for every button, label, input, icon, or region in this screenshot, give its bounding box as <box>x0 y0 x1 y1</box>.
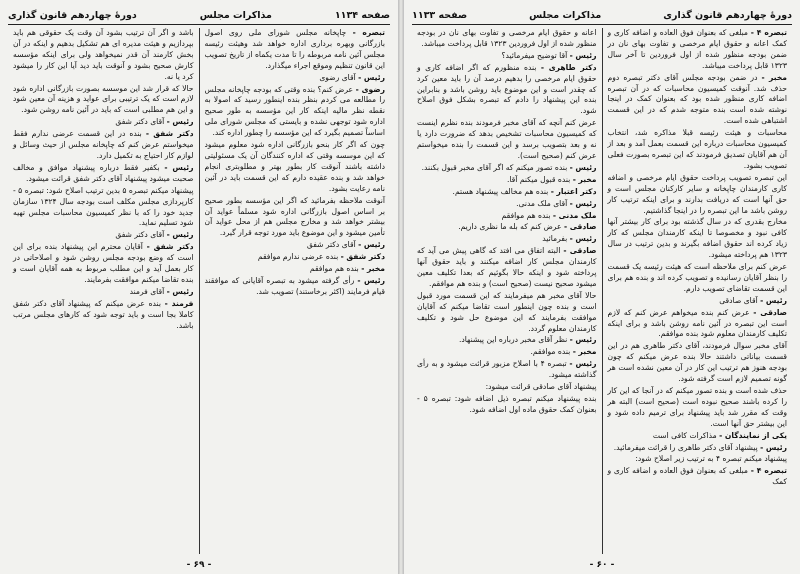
paragraph <box>13 287 194 298</box>
speaker-name: صادقی - <box>563 222 597 232</box>
speaker-name: رئیس - <box>569 162 597 172</box>
paragraph <box>417 118 597 162</box>
paragraph <box>608 128 788 172</box>
paragraph-text: پیشنهاد میکنم تبصره ۴ به ترتیب زیر اصلاح شود: <box>635 454 787 464</box>
paragraph <box>417 211 597 222</box>
paragraph-text: پیشنهاد آقای صادقی قرائت میشود: <box>485 382 597 392</box>
paragraph-text: آقای ملک مدنی. <box>516 198 568 208</box>
speaker-name: مخبر - <box>761 72 788 82</box>
paragraph-text: بنده عرض میکنم که پیشنهاد آقای دکتر شفق کاملا بجا است و باید توجه شود که کارهای مجلس مرتب باشد. <box>13 298 194 330</box>
paragraph-text: مبلغی که بعنوان فوق العاده و اضافه کاری و کمک اعانه و حقوق ایام مرخصی و تفاوت بهای نان در ضمن بودجه منظور شده از اول فروردین تا آخر سال ۱۳۲۳ قابل پرداخت میباشد. <box>607 28 787 70</box>
speaker-name: رئیس - <box>166 230 194 240</box>
paragraph <box>13 299 194 332</box>
paragraph-text: عرض کنم؟ بنده وقتی که بودجه چاپخانه مجلس را مطالعه می کردم بنظر بنده اینطور رسید که اصولا به نقطه نظر مالیه اینکه کار این مؤسسه به طور صحیح اداره شود توجهی نشده و بایستی که مجلس شورای ملی اساساً تصمیم بگیرد که این مؤسسه را چطور اداره کند. <box>204 84 385 138</box>
paragraph-text: آقای رضوی <box>319 72 356 82</box>
paragraph <box>13 28 194 83</box>
speaker-name: مخبر - <box>572 174 597 184</box>
paragraph-text: بنده هم موافقم <box>309 264 359 274</box>
paragraph <box>205 196 386 240</box>
paragraph <box>13 242 194 286</box>
paragraph-text: پیشنهاد آقای دکتر طاهری را قرائت میفرمائید. <box>613 442 758 452</box>
paragraph <box>417 28 597 50</box>
paragraph <box>417 163 597 174</box>
speaker-name: دکتر شفق - <box>146 242 194 252</box>
paragraph-text: بفرمائید <box>542 234 568 244</box>
paragraph-text: چاپخانه مجلس شورای ملی روی اصول بازرگانی وبهره برداری اداره خواهد شد وهیئت رئیسه مجلس آئین نامه مربوطه را تا مدت یکماه از تاریخ تصویب این قانون تنظیم وموقع اجراء میگذارد. <box>204 28 385 70</box>
speaker-name: صادقی - <box>753 307 788 317</box>
paragraph <box>13 117 194 128</box>
paragraph <box>417 199 597 210</box>
speaker-name: رئیس - <box>760 295 787 305</box>
speaker-name: تبصره ۴ - <box>750 28 787 37</box>
speaker-name: رئیس - <box>569 359 597 369</box>
speaker-name: رئیس - <box>569 234 597 244</box>
paragraph-text: مذاکرات کافی است <box>652 430 717 440</box>
paragraph-text: البته اتفاق می افتد که گاهی پیش می آید که کارمندان مجلس کار اضافه میکنند و باید حقوق آنها پرداخته شود و اینکه حالا بگوئیم که بعدا تکلیف معین میشود صحیح نیست (صحیح است) و بنده هم موافقم. <box>417 246 597 288</box>
paragraph-text: بنده در این قسمت عرضی ندارم فقط میخواستم عرض کنم که چاپخانه مجلس از حیث وسائل و لوازم کار احتیاج به تکمیل دارد. <box>13 129 194 160</box>
paragraph <box>608 454 788 465</box>
paragraph-text: حالا که قرار شد این موسسه بصورت بازرگانی اداره شود لازم است که یک ترتیبی برای عواید و هزینه آن معین شود و این هم مطلبی است که باید در آئین نامه روشن شود. <box>13 83 194 115</box>
paragraph-text: بنده موافقم. <box>530 347 571 357</box>
speaker-name: رئیس - <box>166 286 194 296</box>
paragraph <box>417 394 597 416</box>
paragraph <box>13 129 194 162</box>
paragraph-text: بنده منظورم که اگر اضافه کاری و حقوق ایام مرخصی را بدهیم درصد آن را باید معین کرد که چقدر است و این موضوع باید روشن باشد و بنابراین بنده این پیشنهاد را دادم که تبصره بشکل فوق اصلاح شود. <box>417 62 597 116</box>
paragraph <box>608 308 788 341</box>
paragraph <box>608 173 788 217</box>
paragraph-text: بنده هم مخالف پیشنهاد هستم. <box>452 186 549 196</box>
paragraph-text: این تبصره تصویب پرداخت حقوق ایام مرخصی و اضافه کاری کارمندان چاپخانه و سایر کارکنان مجلس است و حق آنها است که دریافت بدارند و برای اینکه ترتیب کار روشن باشد ما این تبصره را در اینجا گذاشتیم. <box>607 172 787 215</box>
page-header <box>412 8 792 25</box>
paragraph-text: عرض کنم بنده میخواهم عرض کنم که لازم است این تبصره در آئین نامه روشن باشد و برای اینکه تکلیف کارمندان معلوم شود بنده موافقم. <box>607 307 787 339</box>
speaker-name: مخبر - <box>361 264 385 274</box>
speaker-name: رئیس - <box>760 442 787 452</box>
paragraph-text: آقای دکتر شفق <box>115 117 165 127</box>
paragraph <box>417 222 597 233</box>
paragraph <box>13 186 194 230</box>
paragraph-text: عرض کنم برای ملاحظه است که هیئت رئیسه یک قسمت را بنظر آقایان رسانیده و تصویب کرده اند و بنده هم برای این قسمت تقاضای تصویب دارم. <box>607 262 787 293</box>
page-header <box>8 8 390 25</box>
left-page <box>0 0 398 574</box>
paragraph <box>205 240 386 251</box>
paragraph <box>608 431 788 442</box>
speaker-name: فرمند - <box>164 298 194 308</box>
paragraph-text: آقای فرمند <box>129 286 165 296</box>
paragraph <box>417 63 597 118</box>
paragraph <box>205 264 386 275</box>
paragraph <box>417 335 597 346</box>
speaker-name: رئیس - <box>164 162 194 172</box>
speaker-name: دکتر شفق - <box>145 129 194 139</box>
paragraph <box>417 187 597 198</box>
paragraph <box>13 230 194 241</box>
paragraph <box>608 73 788 128</box>
paragraph <box>417 175 597 186</box>
paragraph-text: عرض کنم که بله ما نظری داریم. <box>458 222 562 232</box>
speaker-name: رئیس - <box>569 198 597 208</box>
paragraph <box>205 73 386 84</box>
paragraph-text: نظر آقای مخبر درباره این پیشنهاد. <box>458 335 568 345</box>
header-title: مذاکرات مجلس <box>529 10 602 21</box>
paragraph-text: آقایان محترم این پیشنهاد بنده برای این است که وضع بودجه مجلس روشن شود و اصلاحاتی در کار بعمل آید و این مطلب مربوط به همه آقایان است و بنده تقاضا میکنم موافقت بفرمایند. <box>13 242 194 284</box>
paragraph <box>608 466 788 488</box>
speaker-name: رئیس - <box>357 275 386 285</box>
column-left <box>8 28 200 554</box>
speaker-name: رئیس - <box>166 117 194 127</box>
speaker-name: رئیس - <box>569 335 597 345</box>
page-footer: - ۶۹ - <box>186 560 212 570</box>
text-columns <box>8 28 390 554</box>
paragraph-text: رأی گرفته میشود به تبصره آقایانی که موافقند قیام فرمایند (اکثر برخاستند) تصویب شد. <box>204 275 385 296</box>
speaker-name: ملک مدنی - <box>552 210 597 220</box>
page-number: صفحه ۱۱۳۳ <box>412 10 468 21</box>
paragraph <box>417 234 597 245</box>
paragraph-text: بنده هم موافقم <box>501 210 551 220</box>
paragraph-text: تبصره ۴ با اصلاح مزبور قرائت میشود و به رأی گذاشته میشود. <box>417 359 597 380</box>
paragraph <box>608 341 788 385</box>
page-footer: - ۶۰ - <box>589 560 615 570</box>
paragraph-text: بنده تصور میکنم که اگر آقای مخبر قبول بکنند. <box>421 162 568 172</box>
paragraph <box>417 246 597 290</box>
header-session: دورهٔ چهاردهم قانون گذاری <box>8 10 137 21</box>
paragraph <box>608 217 788 261</box>
speaker-name: دکتر اعتبار - <box>550 186 597 196</box>
column-right <box>603 28 793 554</box>
paragraph-text: بنده پیشنهاد میکنم تبصره ذیل اضافه شود: تبصره ۵ - بعنوان کمک حقوق ماده اول اضافه شود. <box>417 394 597 414</box>
paragraph-text: حالا آقای مخبر هم میفرمایند که این قسمت مورد قبول است و بنده چون اینطور است تقاضا میکنم که آقایان موافقت بفرمایند که این موضوع حل شود و تکلیف کارمندان معلوم گردد. <box>417 290 597 333</box>
paragraph-text: آقای دکتر شفق <box>306 240 356 250</box>
paragraph <box>417 347 597 358</box>
paragraph-text: چون که اگر کار بنحو بازرگانی اداره شود معلوم میشود که این موسسه وقتی که اداره کنندگان آن یک مسئولیتی داشته باشند آنوقت کار بطور بهتر و مطلوبتری انجام خواهد شد و بنده عقیده دارم که این قسمت باید در آئین نامه رعایت بشود. <box>204 140 385 193</box>
speaker-name: رئیس - <box>358 72 385 82</box>
paragraph <box>205 252 386 263</box>
paragraph <box>13 163 194 185</box>
paragraph-text: محاسبات و هیئت رئیسه قبلا مذاکره شد، انتخاب کمیسیون محاسبات درباره این قسمت بعمل آمد و بعد از آن هم آقایان تصدیق فرمودند که این تبصره بصورت فعلی تصویب بشود. <box>607 128 787 170</box>
speaker-name: دکتر شفق - <box>340 252 385 262</box>
paragraph-text: پیشنهاد میکنم تبصره ۵ بدین ترتیب اصلاح شود: تبصره ۵ - کارپردازی مجلس مکلف است بودجه سال ۱۳۲۴ سازمان جدید خود را که با نظر کمیسیون محاسبات مجلس تهیه شود تسلیم نماید. <box>13 185 194 228</box>
speaker-name: مخبر - <box>572 347 597 357</box>
paragraph-text: بنده قبول میکنم آقا. <box>506 174 571 184</box>
right-page <box>404 0 800 574</box>
paragraph <box>608 296 788 307</box>
speaker-name: صادقی - <box>563 246 597 256</box>
header-session: دورهٔ چهاردهم قانون گذاری <box>663 10 792 21</box>
paragraph-text: باشد و اگر آن ترتیب بشود آن وقت یک حقوقی هم باید بپردازیم و هیئت مدیره ای هم تشکیل بدهیم و اینکه در آن بخش کارمند آن قدر نمیخواهد ولی برای اینکه مؤسسه کارش صحیح بشود و آنوقت باید دید آیا این کار را میشود کرد یا نه. <box>13 28 194 81</box>
paragraph-text: عرض کنم آنچه که آقای مخبر فرمودند بنده نظرم اینست که کمیسیون محاسبات تشخیص بدهد که ضرورت دارد یا نه و بعد بتصویب برسد و این قسمت را بنده میخواستم عرض کنم (صحیح است). <box>417 118 597 160</box>
paragraph <box>205 276 386 298</box>
speaker-name: رئیس - <box>569 50 597 60</box>
paragraph <box>608 443 788 454</box>
paragraph-text: بنده عرضی ندارم موافقم <box>257 252 339 262</box>
paragraph <box>608 28 788 72</box>
speaker-name: رضوی - <box>355 84 385 94</box>
page-number: صفحه ۱۱۳۴ <box>334 10 390 21</box>
paragraph-text: در ضمن بودجه مجلس آقای دکتر تبصره دوم حذف شد. آنوقت کمیسیون محاسبات که در آن تبصره اضافه کاری منظور شده بود که بعنوان کمک در اینجا نوشته شده است بنده متوجه شدم که در این قسمت اشتباهی شده است. <box>607 72 787 126</box>
paragraph-text: مخارج بقدری که در سال گذشته بود برای کار بیشتر آنها کافی نبود و مخصوصا تا اینکه کارمندان مجلس که کار زیاد کرده اند حقوق اضافه بگیرند و بدین ترتیب در سال ۱۳۲۳ هم پرداخته میشود. <box>607 217 787 260</box>
paragraph <box>417 359 597 381</box>
paragraph <box>205 140 386 195</box>
header-title: مذاکرات مجلس <box>199 10 272 21</box>
paragraph-text: بکفیر فقط درباره پیشنهاد موافق و مخالف صحبت میشود پیشنهاد آقای دکتر شفق قرائت میشود. <box>13 162 194 183</box>
paragraph-text: آقای دکتر شفق <box>115 230 165 240</box>
paragraph-text: اعانه و حقوق ایام مرخصی و تفاوت بهای نان در بودجه منظور شده از اول فروردین ۱۳۲۳ قابل پرداخت میباشد. <box>417 28 597 48</box>
paragraph <box>608 386 788 430</box>
paragraph-text: آنوقت ملاحظه بفرمائید که اگر این مؤسسه بطور صحیح بر اساس اصول بازرگانی اداره شود مسلماً عواید آن بیشتر خواهد شد و مخارج مجلس هم از محل عواید آن تأمین میشود و این موضوع باید مورد توجه قرار گیرد. <box>204 195 385 238</box>
paragraph <box>13 84 194 117</box>
speaker-name: دکتر طاهری - <box>540 62 597 72</box>
speaker-name: رئیس - <box>358 240 385 250</box>
column-left <box>412 28 603 554</box>
paragraph-text: آقای صادقی <box>719 295 758 305</box>
paragraph <box>608 262 788 295</box>
column-right <box>200 28 391 554</box>
speaker-name: تبصره ۴ - <box>750 466 787 476</box>
paragraph <box>205 28 386 72</box>
paragraph <box>417 291 597 335</box>
speaker-name: یکی از نمایندگان - <box>719 430 787 440</box>
paragraph-text: آقا توضیح میفرمائید؟ <box>501 50 568 60</box>
paragraph-text: مبلغی که بعنوان فوق العاده و اضافه کاری و کمک <box>607 466 787 487</box>
paragraph <box>205 85 386 140</box>
paragraph-text: آقای مخبر سوال فرمودند، آقای دکتر طاهری هم در این قسمت بیاناتی داشتند حالا بنده عرض میکنم که چون بودجه هنوز هم ترتیب این کار در آن معین نشده است هر گونه تصمیم لازم است گرفته شود. <box>607 341 787 384</box>
speaker-name: تبصره - <box>352 28 386 37</box>
paragraph-text: حذف شده است و بنده تصور میکنم که در آنجا که این کار را کرده باشند صحیح نبوده است (صحیح است) البته هر وقت که مقرر شد باید پیشنهاد برای ترمیم داده شود و این بیشتر حق آنها است. <box>607 386 787 428</box>
text-columns <box>412 28 792 554</box>
paragraph <box>417 51 597 62</box>
paragraph <box>417 382 597 393</box>
